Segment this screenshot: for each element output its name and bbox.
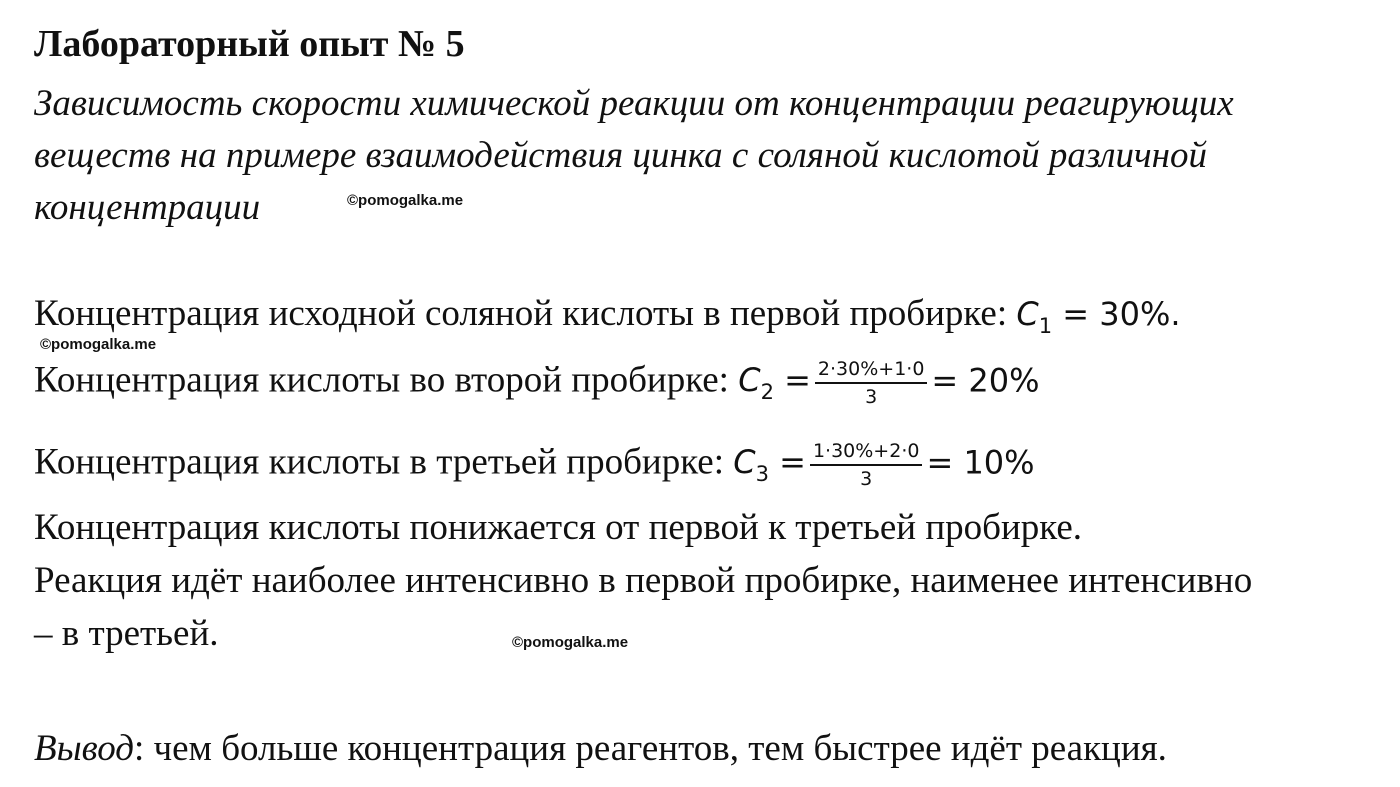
subscript: 2	[760, 380, 774, 405]
fraction-numerator: 1·30%+2·0	[810, 438, 923, 466]
fraction	[815, 356, 928, 410]
fraction	[810, 438, 923, 492]
fraction-denominator: 3	[865, 386, 878, 408]
concentration-line-1	[34, 290, 1181, 342]
conclusion	[34, 725, 1167, 773]
watermark: ©pomogalka.me	[40, 336, 157, 353]
line-1-text: Концентрация исходной соляной кислоты в первой пробирке:	[34, 293, 1008, 334]
equals-sign: =	[784, 361, 811, 400]
line-2-text: Концентрация кислоты во второй пробирке:	[34, 359, 729, 401]
watermark: ©pomogalka.me	[512, 634, 629, 651]
var-c: C	[738, 361, 761, 400]
conclusion-text: : чем больше концентрация реагентов, тем быстрее идёт реакция.	[133, 728, 1167, 769]
line-1-result: = 30%.	[1062, 295, 1181, 333]
line-3-text: Концентрация кислоты в третьей пробирке:	[34, 441, 724, 483]
subtitle-line-3: концентрации	[34, 187, 261, 228]
equals-sign: =	[779, 443, 806, 482]
fraction-numerator: 2·30%+1·0	[815, 356, 928, 384]
conclusion-label: Вывод	[34, 728, 134, 769]
subscript: 1	[1038, 314, 1053, 338]
line-3-formula	[733, 443, 806, 487]
var-c: C	[733, 443, 756, 482]
subtitle-line-1: Зависимость скорости химической реакции от концентрации реагирующих	[34, 83, 1234, 124]
var-c: C	[1016, 295, 1039, 333]
subtitle-line-2: веществ на примере взаимодействия цинка с соляной кислотой различной	[34, 135, 1208, 176]
fraction-denominator: 3	[860, 468, 873, 490]
statement-line-4: Концентрация кислоты понижается от первой к третьей пробирке.	[34, 507, 1083, 548]
watermark: ©pomogalka.me	[347, 192, 464, 209]
concentration-line-2	[34, 356, 1040, 410]
line-2-formula	[738, 361, 811, 405]
concentration-line-3	[34, 438, 1035, 492]
line-2-result: = 20%	[931, 361, 1040, 400]
subscript: 3	[755, 462, 769, 487]
statement-line-5: Реакция идёт наиболее интенсивно в первой пробирке, наименее интенсивно	[34, 560, 1253, 601]
page-title: Лабораторный опыт № 5	[34, 23, 465, 65]
line-3-result: = 10%	[926, 443, 1035, 482]
statement-line-6: – в третьей.	[34, 613, 219, 654]
line-1-formula	[1016, 295, 1181, 338]
